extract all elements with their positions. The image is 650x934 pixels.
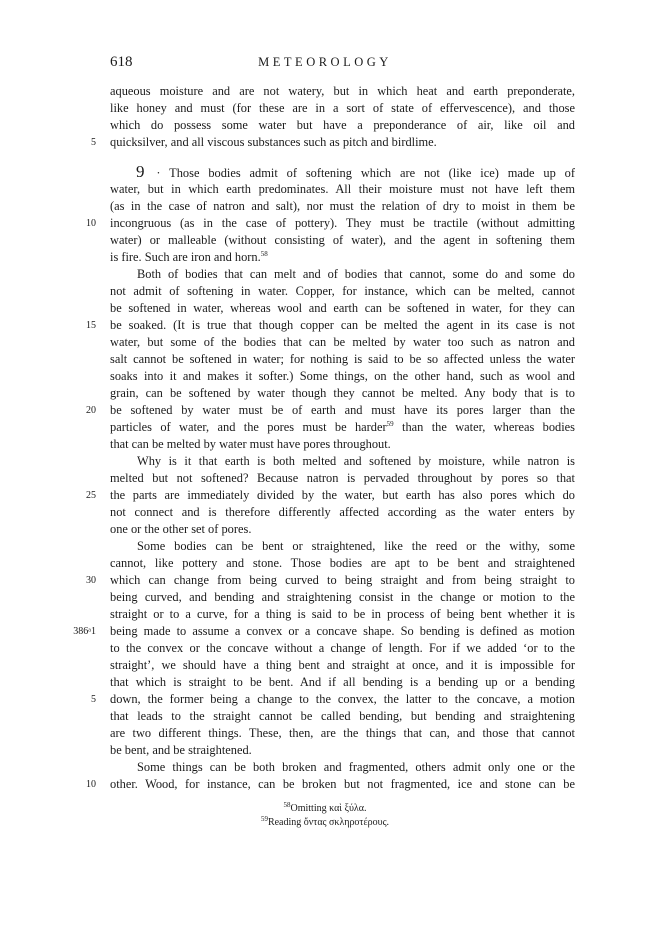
footnote-ref: 59 [386,420,394,428]
text-line: soaks into it and makes it softer.) Some things, on the other hand, such as wool and [110,369,575,383]
text-line-content: Those bodies admit of softening which are not (like ice) made up of [169,166,575,180]
text-line: which do possess some water but have a preponderance of air, like oil and [110,118,575,132]
text-line: Some bodies can be bent or straightened, like the reed or the withy, some [137,539,575,553]
text-line [110,249,575,266]
line-number: 10 [86,779,96,790]
text-line: melted but not softened? Because natron is pervaded throughout by pores so that [110,471,575,485]
text-line: be softened by water must be of earth and must have its pores larger than the [110,403,575,417]
text-line: being curved, and bending and straightening consist in the change or motion to the [110,590,575,604]
text-line: that can be melted by water must have pores throughout. [110,437,391,451]
text-line-content: than the water, whereas bodies [402,420,575,434]
text-line: grain, can be softened by water though they cannot be melted. Any body that is to [110,386,575,400]
text-line: not connect and is therefore differently affected according as the water enters by [110,505,575,519]
text-line: that leads to the straight cannot be called bending, but bending and straightening [110,709,575,723]
footnote [0,816,650,829]
section-number: 9 [136,162,145,181]
text-line: be soaked. (It is true that though copper can be melted the agent in its case is not [110,318,575,332]
text-line: Some things can be both broken and fragmented, others admit only one or the [137,760,575,774]
text-line: are two different things. These, then, are the things that can, and those that cannot [110,726,575,740]
text-line: Why is it that earth is both melted and softened by moisture, while natron is [137,454,575,468]
text-line: straight’, we should have a thing bent and straight at once, and it is impossible for [110,658,575,672]
line-number: 15 [86,320,96,331]
text-line: cannot, like pottery and stone. Those bodies are apt to be bent and straightened [110,556,575,570]
text-line: water) or malleable (without consisting of water), and the agent in softening them [110,233,575,247]
text-line: the parts are immediately divided by the water, but earth has also pores which do [110,488,575,502]
text-line [110,163,575,180]
footnote-text: Omitting καὶ ξύλα. [290,803,367,814]
text-line: one or the other set of pores. [110,522,252,536]
running-head: METEOROLOGY [258,55,392,69]
line-number: 25 [86,490,96,501]
line-number: 30 [86,575,96,586]
text-line: quicksilver, and all viscous substances such as pitch and birdlime. [110,135,437,149]
footnote-mark: 58 [283,801,291,809]
text-line: not admit of softening in water. Copper, for instance, which can be melted, cannot [110,284,575,298]
text-line: like honey and must (for these are in a sort of state of effervescence), and those [110,101,575,115]
text-line-content: is fire. Such are iron and horn. [110,250,261,264]
text-line: incongruous (as in the case of pottery). They must be tractile (without admitting [110,216,575,230]
line-number: 5 [91,137,96,148]
text-line: be softened in water, whereas wool and earth can be softened in water, for they can [110,301,575,315]
text-line: salt cannot be softened in water; for nothing is said to be so affected unless the water [110,352,575,366]
footnote-mark: 59 [260,815,268,823]
text-line [110,419,575,436]
text-line: that which is straight to be bent. And if all bending is a bending up or a bending [110,675,575,689]
footnote-ref: 58 [260,250,268,258]
bekker-number: 386ᵃ1 [73,626,96,637]
footnote-text: Reading ὄντας σκληροτέρους. [267,817,390,828]
text-line: Both of bodies that can melt and of bodies that cannot, some do and some do [137,267,575,281]
line-number: 20 [86,405,96,416]
text-line: being made to assume a convex or a concave shape. So bending is defined as motion [110,624,575,638]
text-line: (as in the case of natron and salt), nor must the relation of dry to moist in them be [110,199,575,213]
text-line: down, the former being a change to the convex, the latter to the concave, a motion [110,692,575,706]
text-line: other. Wood, for instance, can be broken but not fragmented, ice and stone can be [110,777,575,791]
text-line-content: particles of water, and the pores must be harder [110,420,387,434]
text-line: water, but in which earth predominates. All their moisture must not have left them [110,182,575,196]
text-line: be bent, and be straightened. [110,743,252,757]
text-line: water, but some of the bodies that can be melted by water too such as natron and [110,335,575,349]
line-number: 5 [91,694,96,705]
text-line: aqueous moisture and are not watery, but in which heat and earth preponderate, [110,84,575,98]
section-dot: · [156,166,161,180]
line-number: 10 [86,218,96,229]
text-line: which can change from being curved to being straight and from being straight to [110,573,575,587]
footnote [0,802,650,815]
text-line: straight or to a curve, for a thing is said to be in process of being bent whether it is [110,607,575,621]
page-header [0,54,650,74]
text-line: to the convex or the concave without a change of length. For if we added ‘or to the [110,641,575,655]
page-number: 618 [110,54,133,70]
